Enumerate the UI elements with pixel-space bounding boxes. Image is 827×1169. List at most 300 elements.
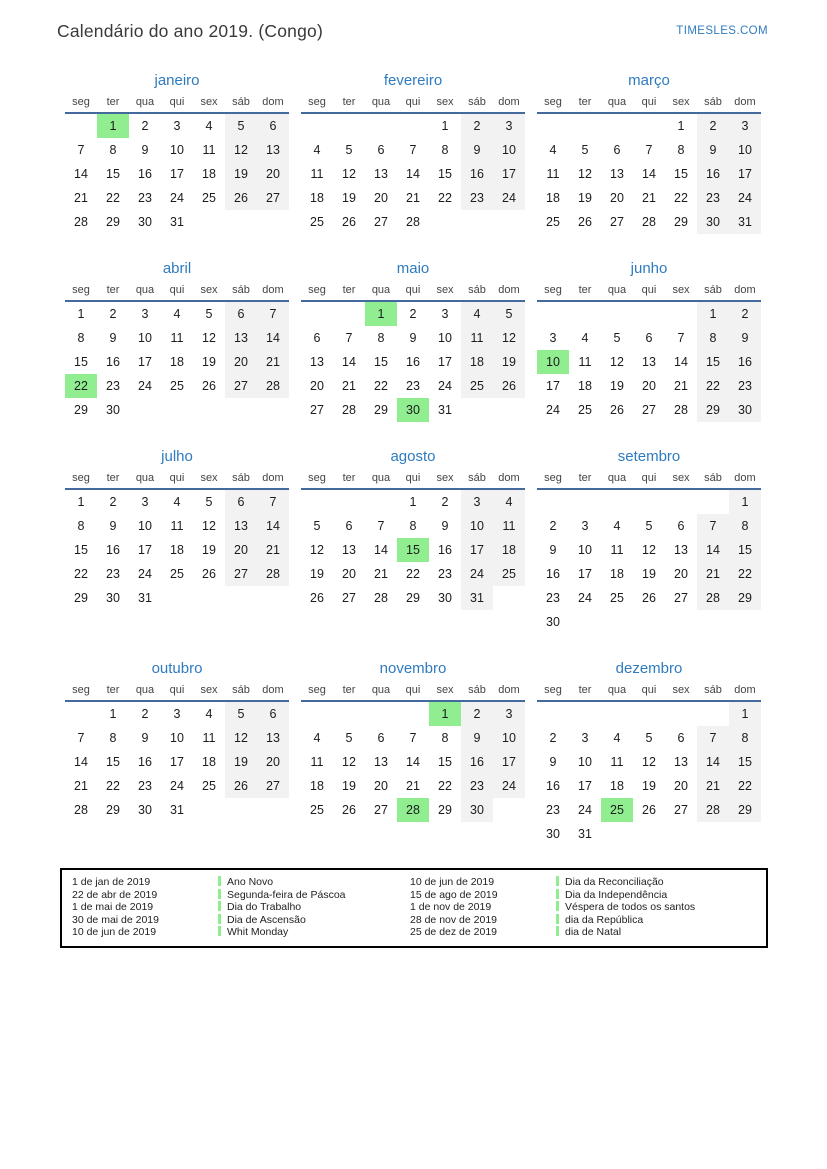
day-cell: 26 bbox=[493, 374, 525, 398]
weekday-label: dom bbox=[734, 96, 756, 108]
weekday-label: qui bbox=[641, 96, 657, 108]
day-cell: 18 bbox=[610, 779, 624, 793]
day-cell: 6 bbox=[225, 490, 257, 514]
day-cell: 3 bbox=[729, 114, 761, 138]
day-cell: 12 bbox=[642, 543, 656, 557]
empty-cell bbox=[537, 114, 569, 138]
empty-cell bbox=[665, 490, 697, 514]
day-cell: 6 bbox=[645, 331, 653, 345]
holiday-day-cell: 10 bbox=[537, 350, 569, 374]
weekday-label: ter bbox=[342, 96, 356, 108]
day-cell: 15 bbox=[729, 538, 761, 562]
months-grid bbox=[65, 72, 761, 846]
holiday-day-cell: 15 bbox=[397, 538, 429, 562]
month-title: abril bbox=[162, 260, 192, 277]
month-days-grid bbox=[537, 302, 761, 422]
day-cell: 14 bbox=[406, 755, 420, 769]
day-cell: 21 bbox=[697, 774, 729, 798]
month-block bbox=[65, 72, 289, 234]
day-cell: 4 bbox=[205, 119, 213, 133]
day-cell: 15 bbox=[674, 167, 688, 181]
day-cell: 28 bbox=[257, 374, 289, 398]
day-cell: 11 bbox=[610, 543, 624, 557]
empty-cell bbox=[257, 210, 289, 234]
day-cell: 6 bbox=[225, 302, 257, 326]
weekday-label: sáb bbox=[468, 284, 486, 296]
day-cell: 25 bbox=[310, 803, 324, 817]
holiday-marker-icon bbox=[218, 926, 221, 936]
day-cell: 21 bbox=[257, 350, 289, 374]
day-cell: 21 bbox=[674, 379, 688, 393]
weekday-label: sáb bbox=[704, 96, 722, 108]
day-cell: 16 bbox=[461, 162, 493, 186]
weekday-label: sáb bbox=[704, 472, 722, 484]
day-cell: 11 bbox=[310, 167, 324, 181]
legend-holiday-name: Dia de Ascensão bbox=[227, 913, 306, 926]
day-cell: 6 bbox=[257, 702, 289, 726]
day-cell: 19 bbox=[493, 350, 525, 374]
weekday-label: sex bbox=[200, 96, 218, 108]
day-cell: 1 bbox=[77, 307, 85, 321]
day-cell: 13 bbox=[225, 514, 257, 538]
day-cell: 22 bbox=[406, 567, 420, 581]
month-block bbox=[301, 660, 525, 822]
day-cell: 22 bbox=[438, 779, 452, 793]
day-cell: 11 bbox=[202, 731, 216, 745]
day-cell: 11 bbox=[310, 755, 324, 769]
weekday-label: qua bbox=[607, 96, 627, 108]
weekday-label: qui bbox=[405, 684, 421, 696]
day-cell: 5 bbox=[493, 302, 525, 326]
legend-date: 22 de abr de 2019 bbox=[72, 888, 158, 901]
day-cell: 5 bbox=[345, 731, 353, 745]
day-cell: 17 bbox=[546, 379, 560, 393]
day-cell: 20 bbox=[674, 567, 688, 581]
day-cell: 12 bbox=[642, 755, 656, 769]
empty-cell bbox=[633, 302, 665, 326]
day-cell: 28 bbox=[406, 215, 420, 229]
weekday-label: seg bbox=[544, 96, 562, 108]
day-cell: 4 bbox=[313, 143, 321, 157]
day-cell: 14 bbox=[697, 538, 729, 562]
day-cell: 22 bbox=[674, 191, 688, 205]
day-cell: 26 bbox=[310, 591, 324, 605]
day-cell: 18 bbox=[170, 543, 184, 557]
empty-cell bbox=[697, 822, 729, 846]
day-cell: 25 bbox=[493, 562, 525, 586]
day-cell: 6 bbox=[345, 519, 353, 533]
day-cell: 19 bbox=[342, 191, 356, 205]
day-cell: 25 bbox=[310, 215, 324, 229]
day-cell: 13 bbox=[374, 167, 388, 181]
weekday-label: ter bbox=[578, 96, 592, 108]
day-cell: 10 bbox=[578, 755, 592, 769]
day-cell: 2 bbox=[549, 519, 557, 533]
day-cell: 10 bbox=[461, 514, 493, 538]
day-cell: 10 bbox=[170, 143, 184, 157]
legend-date: 15 de ago de 2019 bbox=[410, 888, 498, 901]
legend-holiday bbox=[218, 926, 400, 939]
day-cell: 31 bbox=[461, 586, 493, 610]
weekday-label: sáb bbox=[704, 284, 722, 296]
day-cell: 22 bbox=[74, 567, 88, 581]
day-cell: 10 bbox=[578, 543, 592, 557]
weekday-label: sáb bbox=[468, 472, 486, 484]
day-cell: 4 bbox=[493, 490, 525, 514]
day-cell: 16 bbox=[546, 567, 560, 581]
day-cell: 18 bbox=[461, 350, 493, 374]
day-cell: 27 bbox=[374, 215, 388, 229]
weekday-header-row bbox=[301, 470, 525, 490]
day-cell: 7 bbox=[77, 731, 85, 745]
day-cell: 3 bbox=[461, 490, 493, 514]
weekday-header-row bbox=[301, 94, 525, 114]
day-cell: 24 bbox=[493, 774, 525, 798]
empty-cell bbox=[225, 586, 257, 610]
weekday-label: qua bbox=[607, 284, 627, 296]
day-cell: 27 bbox=[225, 562, 257, 586]
day-cell: 13 bbox=[310, 355, 324, 369]
weekday-label: sáb bbox=[232, 96, 250, 108]
month-days-grid bbox=[537, 490, 761, 634]
day-cell: 18 bbox=[610, 567, 624, 581]
day-cell: 8 bbox=[441, 143, 449, 157]
site-link[interactable]: TIMESLES.COM bbox=[676, 25, 768, 37]
holiday-legend bbox=[60, 868, 768, 948]
day-cell: 23 bbox=[406, 379, 420, 393]
day-cell: 5 bbox=[645, 731, 653, 745]
day-cell: 13 bbox=[674, 755, 688, 769]
day-cell: 19 bbox=[642, 779, 656, 793]
empty-cell bbox=[225, 398, 257, 422]
empty-cell bbox=[569, 610, 601, 634]
legend-date: 1 de mai de 2019 bbox=[72, 901, 154, 913]
day-cell: 28 bbox=[697, 586, 729, 610]
legend-holiday-name: Dia do Trabalho bbox=[227, 901, 302, 913]
day-cell: 26 bbox=[225, 774, 257, 798]
weekday-header-row bbox=[65, 282, 289, 302]
day-cell: 26 bbox=[342, 803, 356, 817]
weekday-header-row bbox=[65, 94, 289, 114]
day-cell: 2 bbox=[109, 307, 117, 321]
day-cell: 4 bbox=[581, 331, 589, 345]
day-cell: 2 bbox=[141, 119, 149, 133]
day-cell: 1 bbox=[409, 495, 417, 509]
day-cell: 30 bbox=[697, 210, 729, 234]
day-cell: 29 bbox=[406, 591, 420, 605]
holiday-day-cell: 1 bbox=[365, 302, 397, 326]
day-cell: 3 bbox=[581, 519, 589, 533]
month-days-grid bbox=[65, 114, 289, 234]
day-cell: 16 bbox=[546, 779, 560, 793]
day-cell: 13 bbox=[642, 355, 656, 369]
empty-cell bbox=[697, 610, 729, 634]
empty-cell bbox=[333, 302, 365, 326]
weekday-label: ter bbox=[342, 472, 356, 484]
day-cell: 4 bbox=[461, 302, 493, 326]
empty-cell bbox=[601, 302, 633, 326]
day-cell: 22 bbox=[438, 191, 452, 205]
day-cell: 16 bbox=[138, 755, 152, 769]
weekday-label: ter bbox=[106, 684, 120, 696]
day-cell: 6 bbox=[613, 143, 621, 157]
weekday-label: qua bbox=[607, 684, 627, 696]
day-cell: 28 bbox=[74, 215, 88, 229]
empty-cell bbox=[601, 610, 633, 634]
empty-cell bbox=[569, 702, 601, 726]
day-cell: 21 bbox=[406, 191, 420, 205]
holiday-day-cell: 22 bbox=[65, 374, 97, 398]
day-cell: 11 bbox=[461, 326, 493, 350]
legend-date: 1 de jan de 2019 bbox=[72, 876, 151, 888]
day-cell: 11 bbox=[170, 331, 184, 345]
day-cell: 11 bbox=[170, 519, 184, 533]
day-cell: 30 bbox=[138, 215, 152, 229]
month-days-grid bbox=[537, 702, 761, 846]
day-cell: 9 bbox=[141, 143, 149, 157]
day-cell: 9 bbox=[697, 138, 729, 162]
empty-cell bbox=[129, 398, 161, 422]
weekday-label: dom bbox=[262, 96, 284, 108]
day-cell: 28 bbox=[342, 403, 356, 417]
month-title: setembro bbox=[617, 448, 681, 465]
empty-cell bbox=[493, 398, 525, 422]
weekday-label: seg bbox=[72, 472, 90, 484]
day-cell: 16 bbox=[138, 167, 152, 181]
day-cell: 24 bbox=[729, 186, 761, 210]
day-cell: 3 bbox=[173, 119, 181, 133]
day-cell: 20 bbox=[374, 779, 388, 793]
day-cell: 21 bbox=[74, 779, 88, 793]
day-cell: 26 bbox=[642, 803, 656, 817]
legend-holiday-name: Ano Novo bbox=[227, 876, 274, 888]
day-cell: 23 bbox=[106, 379, 120, 393]
empty-cell bbox=[397, 114, 429, 138]
day-cell: 30 bbox=[461, 798, 493, 822]
day-cell: 30 bbox=[546, 827, 560, 841]
weekday-header-row bbox=[537, 282, 761, 302]
day-cell: 19 bbox=[642, 567, 656, 581]
day-cell: 27 bbox=[674, 591, 688, 605]
day-cell: 3 bbox=[549, 331, 557, 345]
day-cell: 7 bbox=[345, 331, 353, 345]
weekday-label: dom bbox=[498, 472, 520, 484]
day-cell: 11 bbox=[546, 167, 560, 181]
empty-cell bbox=[257, 586, 289, 610]
day-cell: 29 bbox=[674, 215, 688, 229]
day-cell: 3 bbox=[493, 114, 525, 138]
empty-cell bbox=[365, 490, 397, 514]
day-cell: 3 bbox=[493, 702, 525, 726]
weekday-label: dom bbox=[498, 96, 520, 108]
weekday-label: ter bbox=[106, 472, 120, 484]
day-cell: 11 bbox=[610, 755, 624, 769]
day-cell: 25 bbox=[202, 191, 216, 205]
empty-cell bbox=[601, 114, 633, 138]
day-cell: 15 bbox=[374, 355, 388, 369]
day-cell: 17 bbox=[138, 355, 152, 369]
weekday-label: qui bbox=[169, 284, 185, 296]
empty-cell bbox=[301, 702, 333, 726]
day-cell: 23 bbox=[438, 567, 452, 581]
day-cell: 4 bbox=[613, 519, 621, 533]
day-cell: 28 bbox=[697, 798, 729, 822]
day-cell: 26 bbox=[342, 215, 356, 229]
empty-cell bbox=[665, 610, 697, 634]
day-cell: 27 bbox=[610, 215, 624, 229]
month-block bbox=[537, 660, 761, 846]
day-cell: 13 bbox=[225, 326, 257, 350]
day-cell: 21 bbox=[374, 567, 388, 581]
day-cell: 29 bbox=[74, 591, 88, 605]
day-cell: 2 bbox=[109, 495, 117, 509]
empty-cell bbox=[633, 702, 665, 726]
day-cell: 27 bbox=[257, 774, 289, 798]
empty-cell bbox=[225, 210, 257, 234]
month-block bbox=[65, 660, 289, 822]
day-cell: 20 bbox=[674, 779, 688, 793]
day-cell: 10 bbox=[138, 519, 152, 533]
day-cell: 6 bbox=[377, 731, 385, 745]
month-title: fevereiro bbox=[383, 72, 443, 89]
day-cell: 2 bbox=[409, 307, 417, 321]
weekday-label: seg bbox=[72, 96, 90, 108]
weekday-header-row bbox=[301, 282, 525, 302]
day-cell: 24 bbox=[461, 562, 493, 586]
month-block bbox=[65, 260, 289, 422]
legend-holiday-name: dia de Natal bbox=[565, 926, 622, 938]
weekday-label: qua bbox=[135, 684, 155, 696]
weekday-label: dom bbox=[262, 284, 284, 296]
weekday-label: dom bbox=[734, 284, 756, 296]
day-cell: 20 bbox=[374, 191, 388, 205]
day-cell: 6 bbox=[677, 519, 685, 533]
empty-cell bbox=[65, 114, 97, 138]
day-cell: 17 bbox=[138, 543, 152, 557]
legend-date: 25 de dez de 2019 bbox=[410, 926, 497, 938]
legend-date: 1 de nov de 2019 bbox=[410, 901, 492, 913]
empty-cell bbox=[493, 210, 525, 234]
weekday-label: sáb bbox=[232, 684, 250, 696]
day-cell: 19 bbox=[202, 543, 216, 557]
month-days-grid bbox=[301, 702, 525, 822]
weekday-label: sex bbox=[672, 96, 690, 108]
day-cell: 14 bbox=[374, 543, 388, 557]
day-cell: 13 bbox=[374, 755, 388, 769]
day-cell: 1 bbox=[109, 707, 117, 721]
day-cell: 20 bbox=[642, 379, 656, 393]
day-cell: 31 bbox=[729, 210, 761, 234]
day-cell: 10 bbox=[493, 726, 525, 750]
month-title: dezembro bbox=[615, 660, 683, 677]
day-cell: 12 bbox=[578, 167, 592, 181]
legend-holiday bbox=[556, 901, 766, 914]
day-cell: 20 bbox=[342, 567, 356, 581]
legend-holiday-name: Dia da Reconciliação bbox=[565, 876, 664, 888]
weekday-label: seg bbox=[544, 472, 562, 484]
weekday-label: sex bbox=[672, 684, 690, 696]
day-cell: 25 bbox=[546, 215, 560, 229]
day-cell: 19 bbox=[310, 567, 324, 581]
day-cell: 7 bbox=[645, 143, 653, 157]
legend-holiday bbox=[556, 889, 766, 902]
day-cell: 29 bbox=[106, 803, 120, 817]
day-cell: 16 bbox=[406, 355, 420, 369]
empty-cell bbox=[429, 210, 461, 234]
day-cell: 9 bbox=[461, 726, 493, 750]
empty-cell bbox=[697, 702, 729, 726]
weekday-label: dom bbox=[262, 684, 284, 696]
day-cell: 5 bbox=[645, 519, 653, 533]
weekday-label: sex bbox=[436, 472, 454, 484]
holiday-marker-icon bbox=[556, 876, 559, 886]
day-cell: 14 bbox=[642, 167, 656, 181]
day-cell: 10 bbox=[438, 331, 452, 345]
day-cell: 31 bbox=[170, 215, 184, 229]
legend-holiday-name: Dia da Independência bbox=[565, 888, 668, 901]
legend-grid bbox=[62, 876, 766, 939]
empty-cell bbox=[537, 702, 569, 726]
day-cell: 20 bbox=[610, 191, 624, 205]
day-cell: 30 bbox=[729, 398, 761, 422]
legend-holiday-name: Whit Monday bbox=[227, 926, 289, 938]
weekday-label: sex bbox=[436, 96, 454, 108]
day-cell: 23 bbox=[461, 186, 493, 210]
day-cell: 24 bbox=[170, 191, 184, 205]
day-cell: 7 bbox=[77, 143, 85, 157]
empty-cell bbox=[569, 114, 601, 138]
empty-cell bbox=[161, 398, 193, 422]
day-cell: 3 bbox=[581, 731, 589, 745]
weekday-label: sáb bbox=[468, 684, 486, 696]
day-cell: 5 bbox=[313, 519, 321, 533]
holiday-marker-icon bbox=[556, 889, 559, 899]
day-cell: 8 bbox=[409, 519, 417, 533]
day-cell: 30 bbox=[546, 615, 560, 629]
month-title: outubro bbox=[151, 660, 203, 677]
legend-date: 10 de jun de 2019 bbox=[72, 926, 157, 938]
day-cell: 12 bbox=[225, 138, 257, 162]
day-cell: 22 bbox=[729, 562, 761, 586]
day-cell: 5 bbox=[205, 495, 213, 509]
month-block bbox=[537, 260, 761, 422]
weekday-label: qua bbox=[371, 472, 391, 484]
day-cell: 14 bbox=[257, 514, 289, 538]
day-cell: 14 bbox=[674, 355, 688, 369]
day-cell: 9 bbox=[109, 519, 117, 533]
empty-cell bbox=[601, 702, 633, 726]
day-cell: 24 bbox=[578, 803, 592, 817]
day-cell: 26 bbox=[578, 215, 592, 229]
day-cell: 31 bbox=[578, 827, 592, 841]
day-cell: 12 bbox=[342, 755, 356, 769]
day-cell: 26 bbox=[610, 403, 624, 417]
day-cell: 20 bbox=[225, 350, 257, 374]
weekday-label: qua bbox=[135, 472, 155, 484]
empty-cell bbox=[193, 398, 225, 422]
weekday-label: seg bbox=[308, 684, 326, 696]
day-cell: 8 bbox=[697, 326, 729, 350]
day-cell: 18 bbox=[170, 355, 184, 369]
day-cell: 28 bbox=[257, 562, 289, 586]
empty-cell bbox=[365, 702, 397, 726]
day-cell: 23 bbox=[106, 567, 120, 581]
day-cell: 3 bbox=[173, 707, 181, 721]
day-cell: 9 bbox=[461, 138, 493, 162]
day-cell: 25 bbox=[170, 567, 184, 581]
weekday-label: ter bbox=[342, 684, 356, 696]
weekday-label: qui bbox=[405, 472, 421, 484]
